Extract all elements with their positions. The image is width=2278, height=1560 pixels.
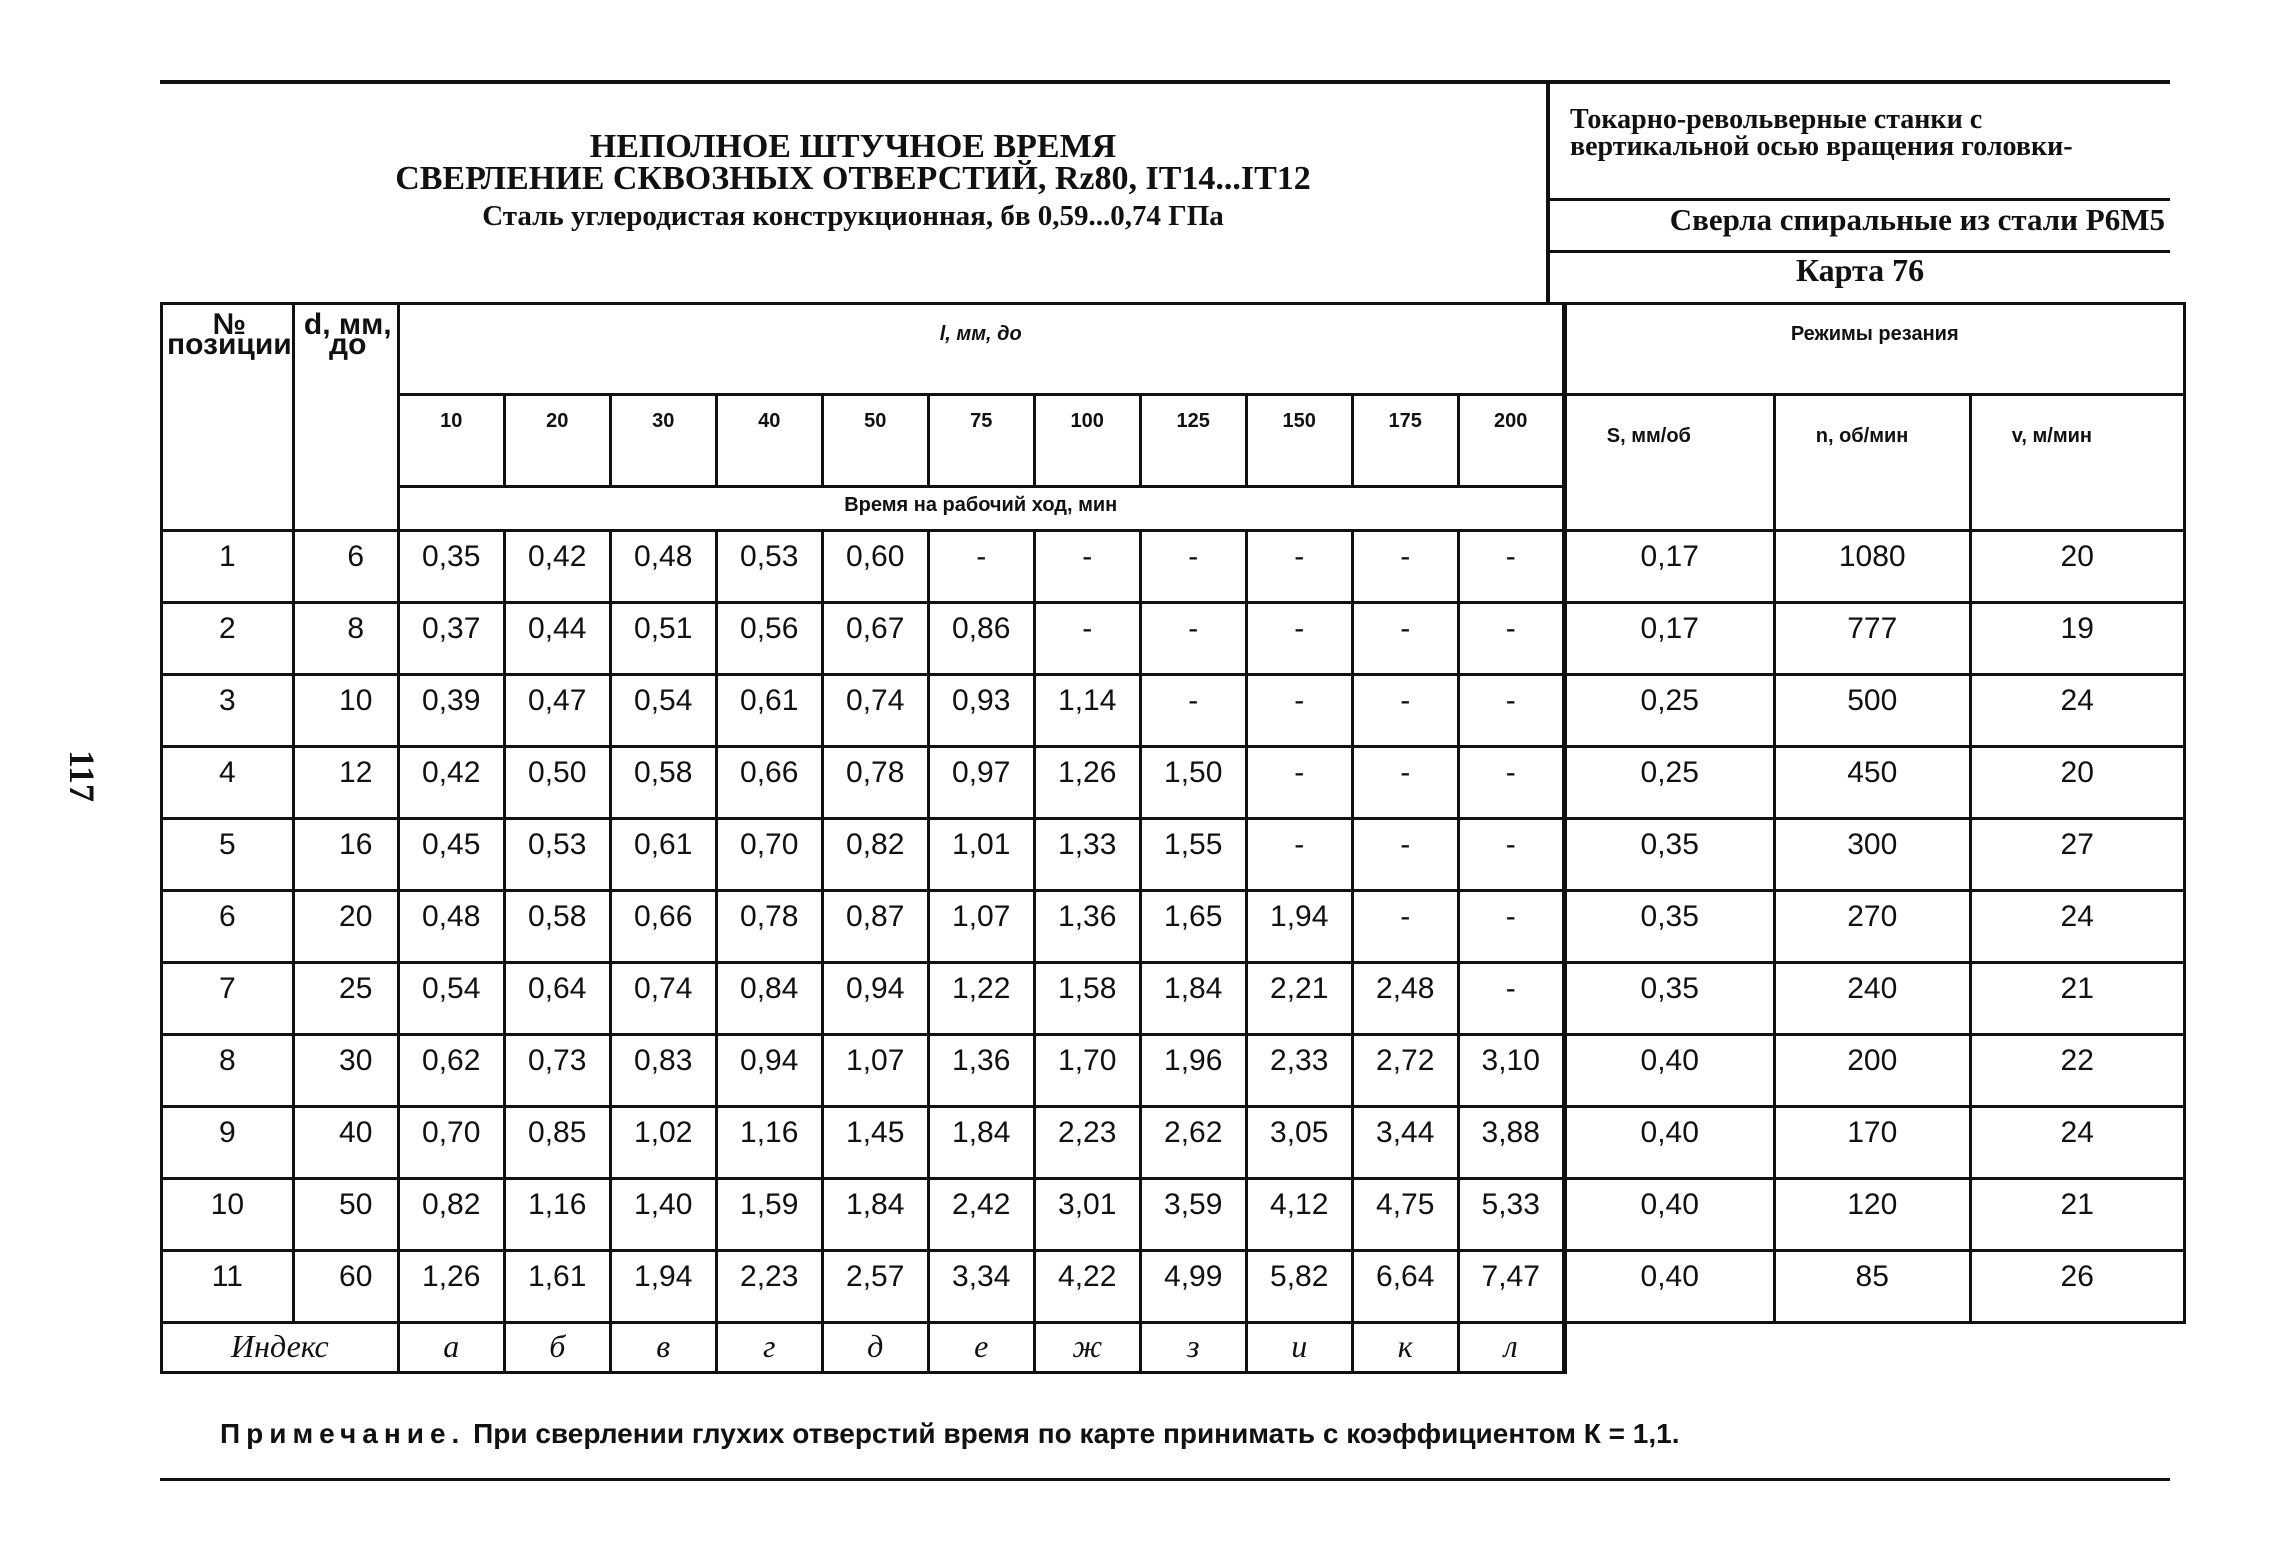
feed-cell: 0,17 — [1564, 531, 1774, 603]
feed-cell: 0,40 — [1564, 1035, 1774, 1107]
position-cell: 2 — [162, 603, 294, 675]
time-cell: 1,58 — [1034, 963, 1140, 1035]
time-cell: 0,85 — [504, 1107, 610, 1179]
length-value: 10 — [398, 395, 504, 487]
time-cell: 2,21 — [1246, 963, 1352, 1035]
length-value: 100 — [1034, 395, 1140, 487]
diameter-cell: 10 — [293, 675, 398, 747]
time-cell: 0,78 — [716, 891, 822, 963]
title-block — [160, 128, 1546, 236]
time-cell: 2,23 — [716, 1251, 822, 1323]
time-cell: 3,10 — [1458, 1035, 1564, 1107]
time-cell: 5,82 — [1246, 1251, 1352, 1323]
length-value: 200 — [1458, 395, 1564, 487]
index-blank — [1564, 1323, 2184, 1373]
time-cell: 1,14 — [1034, 675, 1140, 747]
index-cell: а — [398, 1323, 504, 1373]
time-cell: 2,42 — [928, 1179, 1034, 1251]
index-cell: в — [610, 1323, 716, 1373]
time-cell: 0,86 — [928, 603, 1034, 675]
time-cell: 0,53 — [716, 531, 822, 603]
feed-cell: 0,17 — [1564, 603, 1774, 675]
index-cell: д — [822, 1323, 928, 1373]
speed-cell: 20 — [1970, 747, 2184, 819]
feed-cell: 0,25 — [1564, 747, 1774, 819]
index-cell: и — [1246, 1323, 1352, 1373]
diameter-cell: 20 — [293, 891, 398, 963]
diameter-cell: 6 — [293, 531, 398, 603]
speed-cell: 21 — [1970, 963, 2184, 1035]
time-cell: 0,42 — [398, 747, 504, 819]
time-cell: 0,54 — [610, 675, 716, 747]
table-row — [162, 747, 2185, 819]
time-cell: 1,07 — [822, 1035, 928, 1107]
card-number: Карта 76 — [1795, 252, 1925, 288]
time-cell: 1,84 — [1140, 963, 1246, 1035]
length-value: 125 — [1140, 395, 1246, 487]
time-cell: 4,99 — [1140, 1251, 1246, 1323]
speed-cell: 22 — [1970, 1035, 2184, 1107]
feed-cell: 0,40 — [1564, 1251, 1774, 1323]
time-cell: 1,02 — [610, 1107, 716, 1179]
time-cell: 0,94 — [716, 1035, 822, 1107]
time-cell: 1,45 — [822, 1107, 928, 1179]
time-cell: 1,01 — [928, 819, 1034, 891]
table-row — [162, 1179, 2185, 1251]
time-cell: 5,33 — [1458, 1179, 1564, 1251]
time-cell: - — [1458, 531, 1564, 603]
time-cell: - — [1352, 891, 1458, 963]
header-feed: S, мм/об — [1564, 395, 1774, 531]
time-cell: 1,61 — [504, 1251, 610, 1323]
position-cell: 11 — [162, 1251, 294, 1323]
time-cell: 0,87 — [822, 891, 928, 963]
time-cell: 0,78 — [822, 747, 928, 819]
time-cell: 3,05 — [1246, 1107, 1352, 1179]
time-cell: - — [1352, 675, 1458, 747]
time-cell: - — [1458, 747, 1564, 819]
feed-cell: 0,35 — [1564, 891, 1774, 963]
time-cell: 0,53 — [504, 819, 610, 891]
time-cell: 1,94 — [1246, 891, 1352, 963]
time-cell: 0,48 — [610, 531, 716, 603]
time-cell: 0,70 — [398, 1107, 504, 1179]
time-cell: 0,82 — [822, 819, 928, 891]
time-cell: 0,97 — [928, 747, 1034, 819]
card-header — [160, 80, 2170, 302]
time-cell: 1,65 — [1140, 891, 1246, 963]
rpm-cell: 300 — [1774, 819, 1970, 891]
length-value: 30 — [610, 395, 716, 487]
time-cell: - — [1352, 747, 1458, 819]
index-cell: б — [504, 1323, 610, 1373]
feed-cell: 0,35 — [1564, 963, 1774, 1035]
time-cell: 0,60 — [822, 531, 928, 603]
time-cell: 4,22 — [1034, 1251, 1140, 1323]
time-cell: - — [1458, 675, 1564, 747]
time-cell: - — [1246, 531, 1352, 603]
time-cell: 0,62 — [398, 1035, 504, 1107]
time-cell: 0,64 — [504, 963, 610, 1035]
index-label: Индекс — [162, 1323, 399, 1373]
rpm-cell: 1080 — [1774, 531, 1970, 603]
length-value: 75 — [928, 395, 1034, 487]
position-cell: 1 — [162, 531, 294, 603]
time-cell: 1,36 — [928, 1035, 1034, 1107]
time-cell: 0,42 — [504, 531, 610, 603]
table-row — [162, 675, 2185, 747]
rpm-cell: 170 — [1774, 1107, 1970, 1179]
position-cell: 3 — [162, 675, 294, 747]
diameter-cell: 60 — [293, 1251, 398, 1323]
time-cell: 2,72 — [1352, 1035, 1458, 1107]
speed-cell: 26 — [1970, 1251, 2184, 1323]
diameter-cell: 30 — [293, 1035, 398, 1107]
time-cell: - — [1034, 531, 1140, 603]
time-table — [160, 302, 2186, 1374]
speed-cell: 21 — [1970, 1179, 2184, 1251]
time-cell: - — [1458, 603, 1564, 675]
position-cell: 4 — [162, 747, 294, 819]
time-cell: - — [1246, 675, 1352, 747]
time-cell: 0,44 — [504, 603, 610, 675]
time-cell: 2,57 — [822, 1251, 928, 1323]
time-cell: - — [1352, 819, 1458, 891]
table-row — [162, 531, 2185, 603]
speed-cell: 20 — [1970, 531, 2184, 603]
time-cell: 0,48 — [398, 891, 504, 963]
time-cell: 0,74 — [610, 963, 716, 1035]
time-cell: 1,26 — [1034, 747, 1140, 819]
time-cell: 0,61 — [610, 819, 716, 891]
header-cutting-modes: Режимы резания — [1564, 304, 2184, 395]
time-cell: 0,66 — [610, 891, 716, 963]
diameter-cell: 16 — [293, 819, 398, 891]
diameter-cell: 8 — [293, 603, 398, 675]
time-cell: 0,93 — [928, 675, 1034, 747]
position-cell: 7 — [162, 963, 294, 1035]
time-cell: 1,26 — [398, 1251, 504, 1323]
speed-cell: 24 — [1970, 1107, 2184, 1179]
header-position: № позиции — [162, 304, 294, 531]
header-diameter: d, мм, до — [293, 304, 398, 531]
time-cell: 3,44 — [1352, 1107, 1458, 1179]
rpm-cell: 500 — [1774, 675, 1970, 747]
time-cell: 0,35 — [398, 531, 504, 603]
index-cell: ж — [1034, 1323, 1140, 1373]
header-rpm: n, об/мин — [1774, 395, 1970, 531]
time-cell: 1,70 — [1034, 1035, 1140, 1107]
table-row — [162, 819, 2185, 891]
time-cell: 1,22 — [928, 963, 1034, 1035]
rpm-cell: 120 — [1774, 1179, 1970, 1251]
time-cell: 3,88 — [1458, 1107, 1564, 1179]
time-cell: 1,50 — [1140, 747, 1246, 819]
time-cell: - — [1140, 603, 1246, 675]
position-cell: 8 — [162, 1035, 294, 1107]
time-cell: 0,67 — [822, 603, 928, 675]
header-length: l, мм, до — [398, 304, 1564, 395]
length-value: 40 — [716, 395, 822, 487]
time-cell: - — [1458, 963, 1564, 1035]
index-cell: г — [716, 1323, 822, 1373]
time-cell: 0,45 — [398, 819, 504, 891]
note-prefix: Примечание. — [220, 1418, 466, 1449]
time-cell: 0,82 — [398, 1179, 504, 1251]
time-cell: 2,62 — [1140, 1107, 1246, 1179]
footnote — [220, 1418, 1680, 1450]
feed-cell: 0,25 — [1564, 675, 1774, 747]
index-cell: з — [1140, 1323, 1246, 1373]
equipment-rule — [1550, 198, 2170, 201]
time-cell: 4,12 — [1246, 1179, 1352, 1251]
time-cell: 3,34 — [928, 1251, 1034, 1323]
rpm-cell: 200 — [1774, 1035, 1970, 1107]
speed-cell: 27 — [1970, 819, 2184, 891]
header-time: Время на рабочий ход, мин — [398, 487, 1564, 531]
speed-cell: 19 — [1970, 603, 2184, 675]
length-value: 150 — [1246, 395, 1352, 487]
time-cell: 0,56 — [716, 603, 822, 675]
time-cell: 1,59 — [716, 1179, 822, 1251]
time-cell: 1,07 — [928, 891, 1034, 963]
time-cell: 1,40 — [610, 1179, 716, 1251]
time-cell: 4,75 — [1352, 1179, 1458, 1251]
time-cell: - — [1352, 603, 1458, 675]
table-row — [162, 603, 2185, 675]
diameter-cell: 40 — [293, 1107, 398, 1179]
time-cell: 1,84 — [928, 1107, 1034, 1179]
time-cell: - — [1246, 603, 1352, 675]
title-line-2: СВЕРЛЕНИЕ СКВОЗНЫХ ОТВЕРСТИЙ, Rz80, IT14...IT12 — [395, 160, 1311, 197]
diameter-cell: 25 — [293, 963, 398, 1035]
time-cell: 0,51 — [610, 603, 716, 675]
index-cell: к — [1352, 1323, 1458, 1373]
time-cell: 1,84 — [822, 1179, 928, 1251]
header-speed: v, м/мин — [1970, 395, 2184, 531]
time-cell: 0,58 — [610, 747, 716, 819]
time-cell: - — [1246, 747, 1352, 819]
time-cell: 1,33 — [1034, 819, 1140, 891]
rpm-cell: 85 — [1774, 1251, 1970, 1323]
time-cell: 2,23 — [1034, 1107, 1140, 1179]
time-cell: 2,48 — [1352, 963, 1458, 1035]
table-row — [162, 1035, 2185, 1107]
table-row — [162, 891, 2185, 963]
time-cell: 3,01 — [1034, 1179, 1140, 1251]
speed-cell: 24 — [1970, 675, 2184, 747]
title-line-3: Сталь углеродистая конструкционная, бв 0,59...0,74 ГПа — [482, 200, 1224, 232]
time-cell: 6,64 — [1352, 1251, 1458, 1323]
time-cell: 1,36 — [1034, 891, 1140, 963]
equipment-block — [1550, 80, 2170, 302]
time-cell: 2,33 — [1246, 1035, 1352, 1107]
speed-cell: 24 — [1970, 891, 2184, 963]
page-number: 117 — [62, 749, 102, 802]
feed-cell: 0,40 — [1564, 1107, 1774, 1179]
time-cell: 0,39 — [398, 675, 504, 747]
table-row — [162, 1251, 2185, 1323]
time-cell: 1,16 — [504, 1179, 610, 1251]
time-cell: 0,50 — [504, 747, 610, 819]
position-cell: 10 — [162, 1179, 294, 1251]
rpm-cell: 270 — [1774, 891, 1970, 963]
time-cell: 1,55 — [1140, 819, 1246, 891]
rpm-cell: 240 — [1774, 963, 1970, 1035]
time-cell: - — [1458, 891, 1564, 963]
time-cell: 0,58 — [504, 891, 610, 963]
index-cell: е — [928, 1323, 1034, 1373]
table-row — [162, 1107, 2185, 1179]
time-cell: 1,96 — [1140, 1035, 1246, 1107]
time-cell: 0,83 — [610, 1035, 716, 1107]
feed-cell: 0,40 — [1564, 1179, 1774, 1251]
time-cell: - — [1352, 531, 1458, 603]
time-cell: - — [1140, 675, 1246, 747]
time-cell: 1,94 — [610, 1251, 716, 1323]
position-cell: 5 — [162, 819, 294, 891]
position-cell: 6 — [162, 891, 294, 963]
title-line-1: НЕПОЛНОЕ ШТУЧНОЕ ВРЕМЯ — [589, 128, 1117, 165]
time-cell: - — [1246, 819, 1352, 891]
time-cell: 7,47 — [1458, 1251, 1564, 1323]
feed-cell: 0,35 — [1564, 819, 1774, 891]
time-cell: 0,61 — [716, 675, 822, 747]
table-row — [162, 963, 2185, 1035]
time-cell: 0,73 — [504, 1035, 610, 1107]
note-text: При сверлении глухих отверстий время по карте принимать с коэффициентом К = 1,1. — [465, 1418, 1680, 1449]
time-cell: 0,47 — [504, 675, 610, 747]
index-cell: л — [1458, 1323, 1564, 1373]
time-cell: 0,70 — [716, 819, 822, 891]
rpm-cell: 777 — [1774, 603, 1970, 675]
machine-type: Токарно-револьверные станки с вертикальной осью вращения головки- — [1570, 104, 2073, 162]
length-value: 175 — [1352, 395, 1458, 487]
time-cell: - — [1458, 819, 1564, 891]
tool-type: Сверла спиральные из стали Р6М5 — [1669, 202, 2165, 237]
time-cell: 3,59 — [1140, 1179, 1246, 1251]
diameter-cell: 50 — [293, 1179, 398, 1251]
time-cell: 0,66 — [716, 747, 822, 819]
time-cell: 0,74 — [822, 675, 928, 747]
bottom-rule — [160, 1478, 2170, 1481]
rpm-cell: 450 — [1774, 747, 1970, 819]
position-cell: 9 — [162, 1107, 294, 1179]
diameter-cell: 12 — [293, 747, 398, 819]
time-cell: 0,37 — [398, 603, 504, 675]
time-cell: 0,94 — [822, 963, 928, 1035]
length-value: 20 — [504, 395, 610, 487]
length-value: 50 — [822, 395, 928, 487]
time-cell: - — [1140, 531, 1246, 603]
time-cell: 1,16 — [716, 1107, 822, 1179]
time-cell: 0,54 — [398, 963, 504, 1035]
time-cell: - — [928, 531, 1034, 603]
time-cell: - — [1034, 603, 1140, 675]
time-cell: 0,84 — [716, 963, 822, 1035]
